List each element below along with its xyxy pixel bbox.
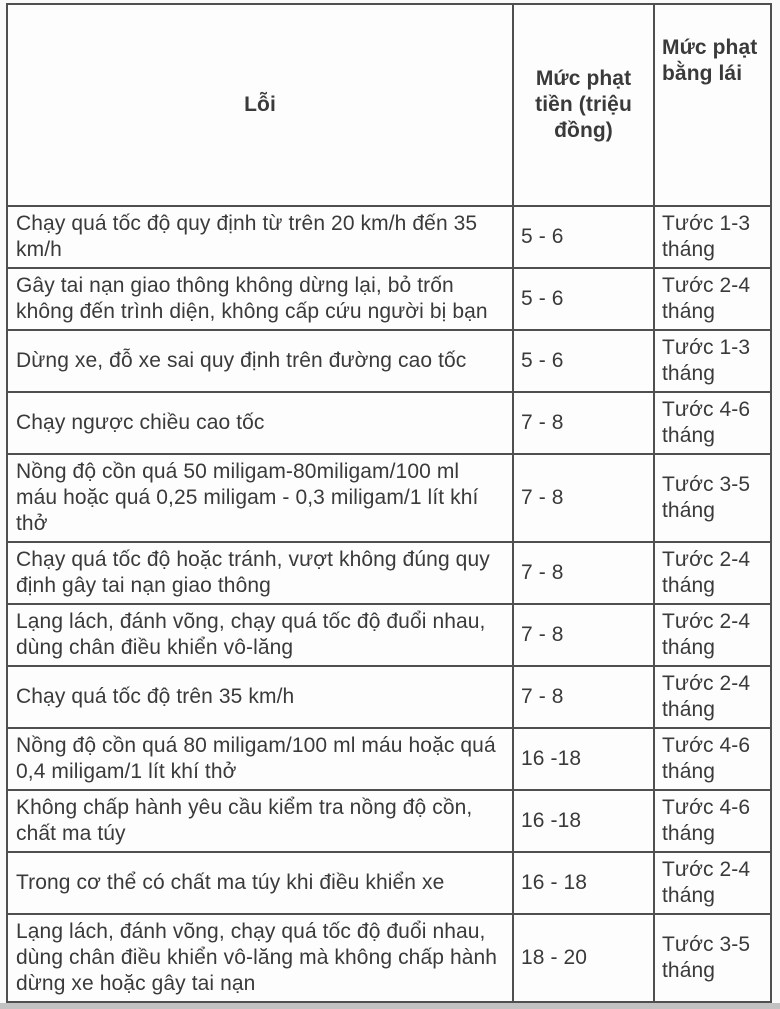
violation-cell: Nồng độ cồn quá 80 miligam/100 ml máu hoặc quá 0,4 miligam/1 lít khí thở xyxy=(7,728,513,790)
fine-amount-cell: 7 - 8 xyxy=(513,392,654,454)
fine-amount-cell: 16 -18 xyxy=(513,790,654,852)
table-row xyxy=(7,604,771,666)
col-header-license-penalty: Mức phạt bằng lái xyxy=(654,4,771,206)
fine-amount-cell: 7 - 8 xyxy=(513,454,654,542)
license-penalty-cell: Tước 4-6 tháng xyxy=(654,392,771,454)
table-row xyxy=(7,728,771,790)
fine-amount-cell: 16 - 18 xyxy=(513,852,654,914)
bottom-strip xyxy=(0,1003,780,1009)
license-penalty-cell: Tước 2-4 tháng xyxy=(654,268,771,330)
table-row xyxy=(7,914,771,1002)
license-penalty-cell: Tước 1-3 tháng xyxy=(654,330,771,392)
table-row xyxy=(7,542,771,604)
table-row xyxy=(7,790,771,852)
fine-amount-cell: 7 - 8 xyxy=(513,542,654,604)
table-row xyxy=(7,392,771,454)
license-penalty-cell: Tước 4-6 tháng xyxy=(654,790,771,852)
col-header-violation: Lỗi xyxy=(7,4,513,206)
violation-cell: Trong cơ thể có chất ma túy khi điều khiển xe xyxy=(7,852,513,914)
table-row xyxy=(7,852,771,914)
fine-amount-cell: 18 - 20 xyxy=(513,914,654,1002)
license-penalty-cell: Tước 3-5 tháng xyxy=(654,914,771,1002)
violation-cell: Chạy quá tốc độ trên 35 km/h xyxy=(7,666,513,728)
header-row xyxy=(7,4,771,206)
table-row xyxy=(7,268,771,330)
fine-amount-cell: 7 - 8 xyxy=(513,666,654,728)
violation-cell: Chạy ngược chiều cao tốc xyxy=(7,392,513,454)
table-row xyxy=(7,330,771,392)
license-penalty-cell: Tước 4-6 tháng xyxy=(654,728,771,790)
table-row xyxy=(7,454,771,542)
license-penalty-cell: Tước 2-4 tháng xyxy=(654,666,771,728)
license-penalty-cell: Tước 3-5 tháng xyxy=(654,454,771,542)
license-penalty-cell: Tước 1-3 tháng xyxy=(654,206,771,268)
license-penalty-cell: Tước 2-4 tháng xyxy=(654,852,771,914)
violation-cell: Dừng xe, đỗ xe sai quy định trên đường cao tốc xyxy=(7,330,513,392)
violation-cell: Không chấp hành yêu cầu kiểm tra nồng độ cồn, chất ma túy xyxy=(7,790,513,852)
violation-cell: Lạng lách, đánh võng, chạy quá tốc độ đuổi nhau, dùng chân điều khiển vô-lăng mà không chấp hành dừng xe hoặc gây tai nạn xyxy=(7,914,513,1002)
table-body xyxy=(7,206,771,1002)
fine-amount-cell: 5 - 6 xyxy=(513,206,654,268)
violation-cell: Lạng lách, đánh võng, chạy quá tốc độ đuổi nhau, dùng chân điều khiển vô-lăng xyxy=(7,604,513,666)
table-row xyxy=(7,206,771,268)
fine-amount-cell: 7 - 8 xyxy=(513,604,654,666)
table-row xyxy=(7,666,771,728)
violation-cell: Chạy quá tốc độ hoặc tránh, vượt không đúng quy định gây tai nạn giao thông xyxy=(7,542,513,604)
fine-amount-cell: 16 -18 xyxy=(513,728,654,790)
violation-cell: Gây tai nạn giao thông không dừng lại, bỏ trốn không đến trình diện, không cấp cứu người bị bạn xyxy=(7,268,513,330)
fine-amount-cell: 5 - 6 xyxy=(513,268,654,330)
penalty-table xyxy=(6,3,772,1003)
license-penalty-cell: Tước 2-4 tháng xyxy=(654,542,771,604)
violation-cell: Chạy quá tốc độ quy định từ trên 20 km/h đến 35 km/h xyxy=(7,206,513,268)
col-header-fine-amount: Mức phạt tiền (triệu đồng) xyxy=(513,4,654,206)
fine-amount-cell: 5 - 6 xyxy=(513,330,654,392)
violation-cell: Nồng độ cồn quá 50 miligam-80miligam/100 ml máu hoặc quá 0,25 miligam - 0,3 miligam/1 lít khí thở xyxy=(7,454,513,542)
license-penalty-cell: Tước 2-4 tháng xyxy=(654,604,771,666)
